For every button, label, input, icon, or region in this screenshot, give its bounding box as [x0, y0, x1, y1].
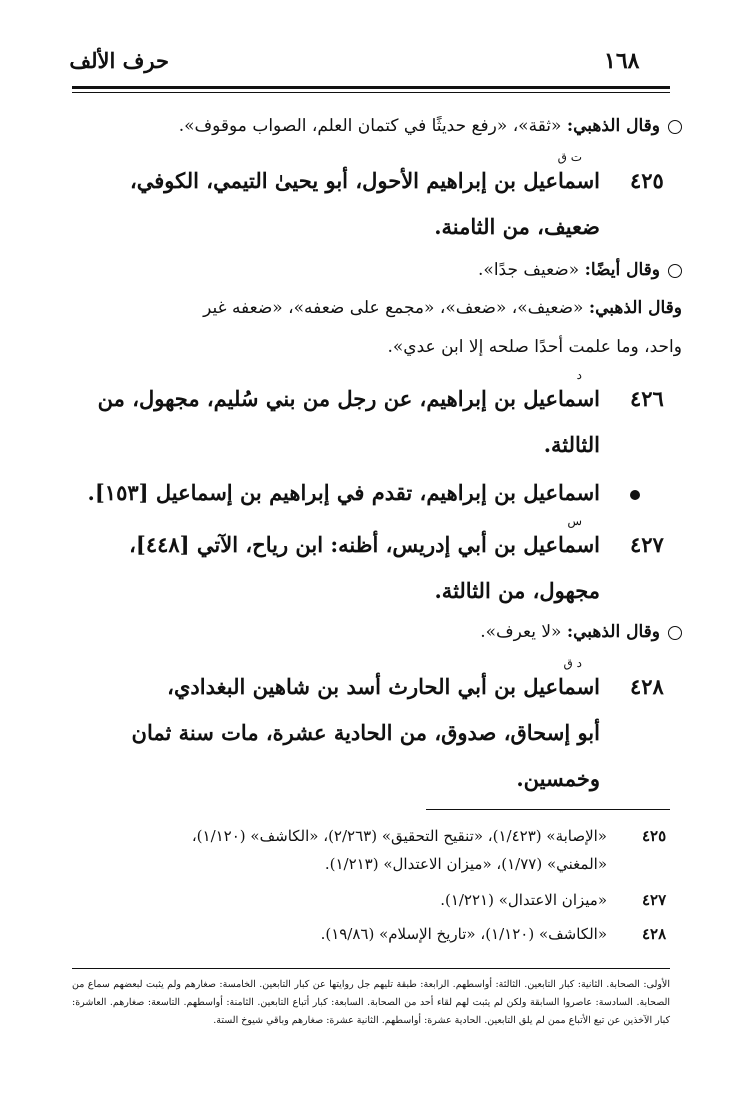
- entry-428: [72, 656, 682, 802]
- circle-marker-icon: [668, 120, 682, 134]
- footnote-number: ٤٢٧: [642, 891, 667, 909]
- entry-symbol: د ق: [563, 656, 582, 670]
- note-dhahabi-2-cont: [72, 335, 682, 359]
- entry-425: [72, 150, 682, 250]
- entry-symbol: د: [576, 368, 582, 382]
- footnote-425: [72, 822, 682, 878]
- footnote-428: [72, 920, 682, 948]
- entry-symbol: س: [567, 514, 582, 528]
- entry-line-2: الثالثة.: [543, 432, 600, 457]
- entry-line-1: اسماعيل بن إبراهيم، عن رجل من بني سُليم، مجهول، من: [97, 386, 600, 411]
- legend-rule: [72, 968, 670, 969]
- note-text-line-2: واحد، وما علمت أحدًا صلحه إلا ابن عدي».: [387, 337, 682, 357]
- entry-line-1: اسماعيل بن أبي الحارث أسد بن شاهين البغدادي،: [167, 674, 600, 699]
- note-dhahabi-3: [72, 620, 682, 644]
- footnote-line-2: «المغني» (١/٧٧)، «ميزان الاعتدال» (١/٢١٣).: [324, 855, 607, 873]
- entry-symbol: ت ق: [557, 150, 582, 164]
- header-rule-thin: [72, 92, 670, 93]
- page-number: ١٦٨: [604, 48, 640, 74]
- footnote-rule: [426, 809, 670, 810]
- entry-number: ٤٢٦: [630, 386, 664, 411]
- note-dhahabi-2: [72, 296, 682, 320]
- note-dhahabi-1: [72, 114, 682, 138]
- cross-reference-text: اسماعيل بن إبراهيم، تقدم في إبراهيم بن إسماعيل [١٥٣].: [87, 480, 600, 505]
- circle-marker-icon: [668, 626, 682, 640]
- entry-line-3: وخمسين.: [516, 766, 600, 791]
- header-rule-thick: [72, 86, 670, 89]
- note-text: «ثقة»، «رفع حديثًا في كتمان العلم، الصواب موقوف».: [178, 116, 562, 136]
- note-speaker: وقال أيضًا:: [584, 260, 660, 280]
- footnote-line-1: «الكاشف» (١/١٢٠)، «تاريخ الإسلام» (١٩/٨٦).: [320, 925, 607, 943]
- note-text: «ضعيف جدًا».: [478, 260, 580, 280]
- note-speaker: وقال الذهبي:: [588, 298, 682, 318]
- note-speaker: وقال الذهبي:: [566, 622, 660, 642]
- footnote-line-1: «الإصابة» (١/٤٢٣)، «تنقيح التحقيق» (٢/٢٦٣)، «الكاشف» (١/١٢٠)،: [191, 827, 607, 845]
- note-text-line-1: «ضعيف»، «ضعف»، «مجمع على ضعفه»، «ضعفه غير: [203, 298, 584, 318]
- footnote-number: ٤٢٨: [642, 925, 667, 943]
- tabaqat-legend: الأولى: الصحابة. الثانية: كبار التابعين. الثالثة: أواسطهم. الرابعة: طبقة تليهم جل روايتها عن كبار التابعين. الخامسة: صغارهم ولم يثبت لبعضهم سماع من الصحابة. السادسة: عاصروا السابقة ولكن لم يثبت لهم لقاء أحد من الصحابة. السابعة: كبار أتباع التابعين. الثامنة: أواسطهم. التاسعة: صغارهم. العاشرة: كبار الآخذين عن تبع الأتباع ممن لم يلق التابعين. الحادية عشرة: أواسطهم. الثانية عشرة: صغارهم وباقي شيوخ الستة.: [72, 979, 670, 1026]
- entry-line-2: أبو إسحاق، صدوق، من الحادية عشرة، مات سنة ثمان: [131, 720, 600, 745]
- entry-number: ٤٢٨: [630, 674, 664, 699]
- footnote-427: [72, 886, 682, 914]
- footnote-number: ٤٢٥: [642, 827, 667, 845]
- note-text: «لا يعرف».: [480, 622, 562, 642]
- note-also: [72, 258, 682, 282]
- circle-marker-icon: [668, 264, 682, 278]
- cross-reference-entry: [72, 470, 682, 516]
- footnote-line-1: «ميزان الاعتدال» (١/٢٢١).: [440, 891, 607, 909]
- entry-line-2: مجهول، من الثالثة.: [434, 578, 600, 603]
- entry-line-1: اسماعيل بن أبي إدريس، أظنه: ابن رياح، الآتي [٤٤٨]،: [129, 532, 600, 557]
- note-speaker: وقال الذهبي:: [566, 116, 660, 136]
- entry-line-2: ضعيف، من الثامنة.: [434, 214, 600, 239]
- bullet-icon: [630, 490, 640, 500]
- entry-line-1: اسماعيل بن إبراهيم الأحول، أبو يحيىٰ التيمي، الكوفي،: [129, 168, 600, 193]
- page-title: حرف الألف: [69, 48, 169, 73]
- entry-426: [72, 368, 682, 468]
- entry-number: ٤٢٥: [630, 168, 664, 193]
- entry-427: [72, 514, 682, 614]
- entry-number: ٤٢٧: [630, 532, 664, 557]
